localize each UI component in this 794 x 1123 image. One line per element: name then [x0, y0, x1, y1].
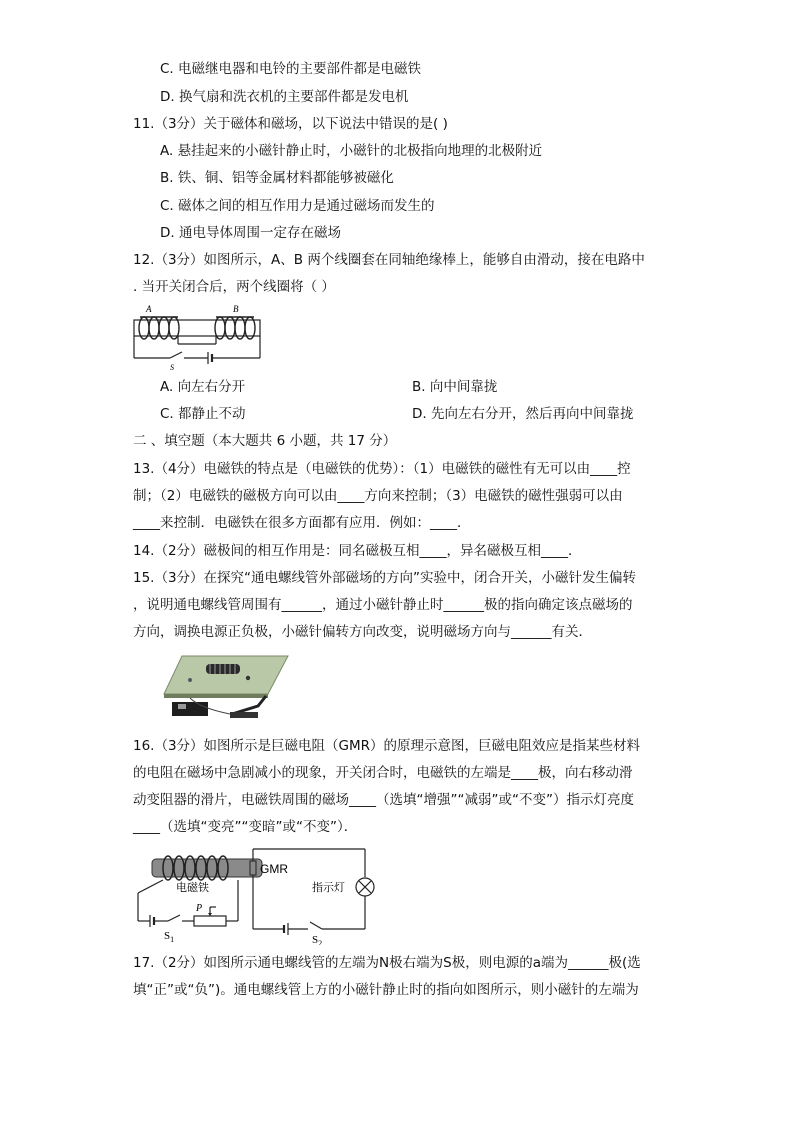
- q11-option-c: C. 磁体之间的相互作用力是通过磁场而发生的: [160, 198, 435, 214]
- q15-line-3: 方向，调换电源正负极，小磁针偏转方向改变，说明磁场方向与______有关．: [133, 624, 592, 640]
- switch-s2-label: $S_2$: [312, 934, 323, 945]
- switch-s1-label: $S_1$: [164, 930, 175, 944]
- q16-line-3: 动变阻器的滑片，电磁铁周围的磁场____（选填“增强”“减弱”或“不变”）指示灯亮度: [133, 792, 634, 808]
- q11-option-b: B. 铁、铜、铝等金属材料都能够被磁化: [160, 170, 394, 186]
- q13-line-1: 13.（4分）电磁铁的特点是（电磁铁的优势）：（1）电磁铁的磁性有无可以由____控: [133, 461, 631, 477]
- q14-line-1: 14.（2分）磁极间的相互作用是：同名磁极互相____，异名磁极互相____．: [133, 543, 582, 559]
- q13-line-3: ____来控制．电磁铁在很多方面都有应用．例如：____．: [133, 515, 471, 531]
- q10-option-c: C. 电磁继电器和电铃的主要部件都是电磁铁: [160, 61, 422, 77]
- q16-line-4: ____（选填“变亮”“变暗”或“不变”）．: [133, 819, 358, 835]
- q12-option-b: B. 向中间靠拢: [412, 379, 498, 395]
- q12-option-d: D. 先向左右分开，然后再向中间靠拢: [412, 406, 634, 422]
- q15-line-1: 15.（3分）在探究“通电螺线管外部磁场的方向”实验中，闭合开关，小磁针发生偏转: [133, 570, 637, 586]
- q16-line-1: 16.（3分）如图所示是巨磁电阻（GMR）的原理示意图，巨磁电阻效应是指某些材料: [133, 738, 641, 754]
- q12-coil-circuit-figure: [130, 300, 265, 372]
- q12-option-c: C. 都静止不动: [160, 406, 246, 422]
- coil-a-label: A: [146, 304, 152, 314]
- q16-line-2: 的电阻在磁场中急剧减小的现象，开关闭合时，电磁铁的左端是____极，向右移动滑: [133, 765, 633, 781]
- q12-stem-line-2: . 当开关闭合后，两个线圈将（ ）: [133, 279, 335, 295]
- q11-option-a: A. 悬挂起来的小磁针静止时，小磁针的北极指向地理的北极附近: [160, 143, 543, 159]
- q12-option-a: A. 向左右分开: [160, 379, 246, 395]
- q13-line-2: 制；（2）电磁铁的磁极方向可以由____方向来控制；（3）电磁铁的磁性强弱可以由: [133, 488, 623, 504]
- switch-s-label: S: [170, 363, 174, 372]
- coil-b-label: B: [233, 304, 239, 314]
- q12-stem-line-1: 12.（3分）如图所示，A、B 两个线圈套在同轴绝缘棒上，能够自由滑动，接在电路中: [133, 252, 645, 268]
- electromagnet-label: 电磁铁: [176, 881, 209, 894]
- gmr-label: GMR: [260, 862, 288, 876]
- q11-stem: 11.（3分）关于磁体和磁场，以下说法中错误的是( ): [133, 116, 448, 132]
- indicator-lamp-label: 指示灯: [312, 881, 345, 894]
- slider-p-label: P: [196, 903, 203, 914]
- q17-line-2: 填“正”或“负”)。通电螺线管上方的小磁针静止时的指向如图所示，则小磁针的左端为: [133, 982, 639, 998]
- q17-line-1: 17.（2分）如图所示通电螺线管的左端为N极右端为S极，则电源的a端为______极(选: [133, 955, 641, 971]
- q10-option-d: D. 换气扇和洗衣机的主要部件都是发电机: [160, 89, 409, 105]
- q15-solenoid-photo-figure: [160, 650, 290, 722]
- q11-option-d: D. 通电导体周围一定存在磁场: [160, 225, 341, 241]
- section-title-fill-in: 二 、填空题（本大题共 6 小题，共 17 分）: [133, 433, 397, 449]
- q15-line-2: ，说明通电螺线管周围有______，通过小磁针静止时______极的指向确定该点磁场的: [133, 597, 633, 613]
- q16-gmr-circuit-figure: [130, 845, 380, 945]
